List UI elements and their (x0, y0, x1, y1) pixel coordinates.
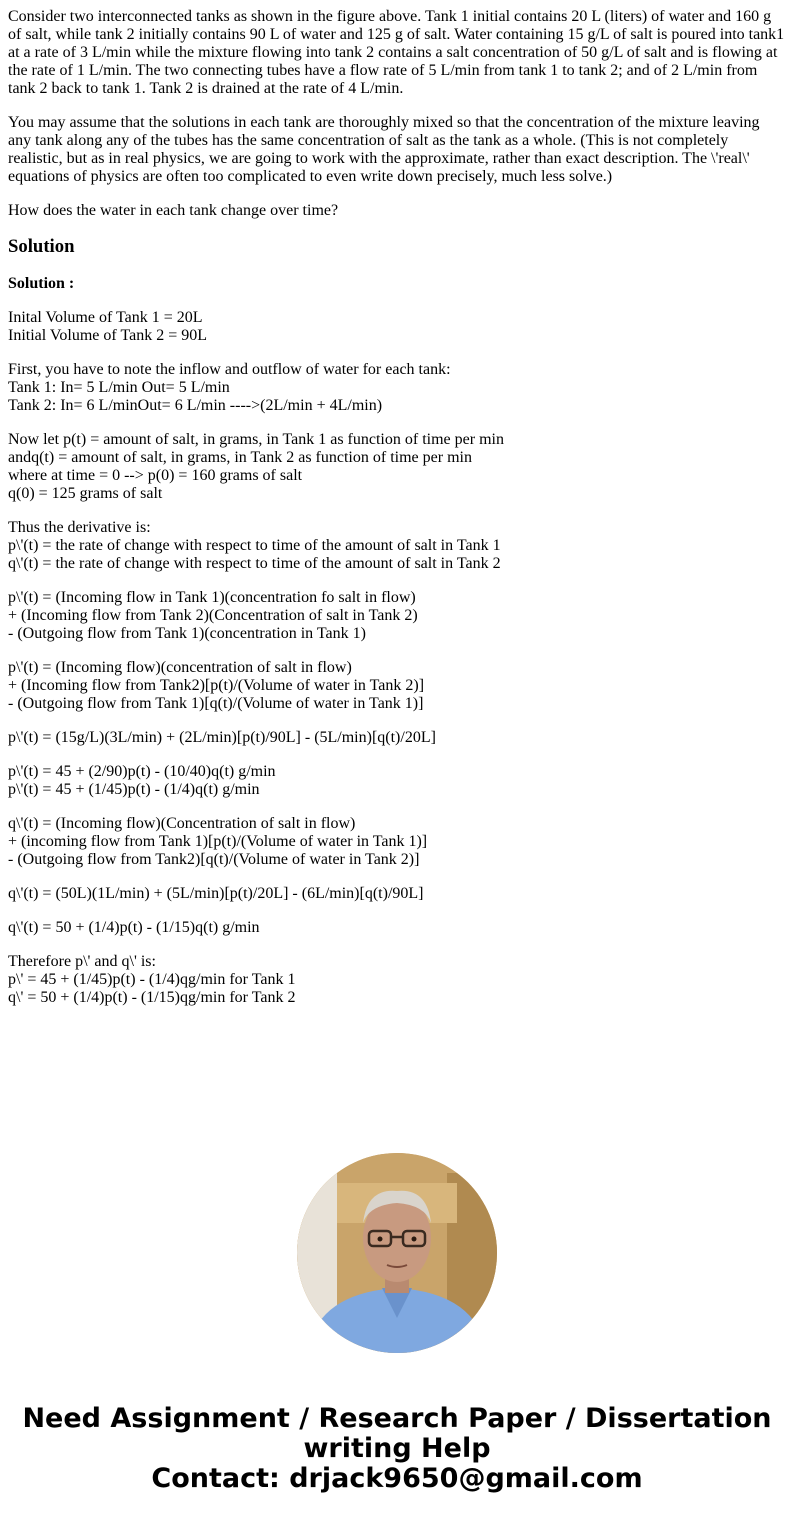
solution-line: - (Outgoing flow from Tank 1)[q(t)/(Volume of water in Tank 1)] (8, 695, 424, 712)
cta-line-2: writing Help (303, 1433, 491, 1464)
solution-line: p\'(t) = 45 + (1/45)p(t) - (1/4)q(t) g/min (8, 781, 260, 798)
solution-line: + (Incoming flow from Tank 2)(Concentration of salt in Tank 2) (8, 607, 418, 624)
solution-line: - (Outgoing flow from Tank 1)(concentration in Tank 1) (8, 625, 366, 642)
solution-step (8, 431, 786, 503)
cta-line-1: Need Assignment / Research Paper / Dissertation (22, 1403, 772, 1434)
solution-step (8, 763, 786, 799)
problem-question: How does the water in each tank change over time? (8, 202, 339, 219)
problem-paragraph-1: Consider two interconnected tanks as shown in the figure above. Tank 1 initial contains 20 L (liters) of water and 160 g of salt, while tank 2 initially contains 90 L of water and 125 g of salt. Water containing 15 g/L of salt is poured into tank1 at a rate of 3 L/min while the mixture flowing into tank 2 contains a salt concentration of 50 g/L of salt and is flowing at the rate of 1 L/min. The two connecting tubes have a flow rate of 5 L/min from tank 1 to tank 2; and of 2 L/min from tank 2 back to tank 1. Tank 2 is drained at the rate of 4 L/min. (8, 8, 785, 97)
cta-contact: Contact: drjack9650@gmail.com (151, 1463, 643, 1494)
solution-step (8, 309, 786, 345)
solution-line: p\' = 45 + (1/45)p(t) - (1/4)qg/min for Tank 1 (8, 971, 296, 988)
solution-line: p\'(t) = (15g/L)(3L/min) + (2L/min)[p(t)/90L] - (5L/min)[q(t)/20L] (8, 729, 436, 746)
solution-step (8, 519, 786, 573)
solution-line: + (incoming flow from Tank 1)[p(t)/(Volume of water in Tank 1)] (8, 833, 428, 850)
solution-steps (8, 309, 786, 1007)
solution-line: First, you have to note the inflow and outflow of water for each tank: (8, 361, 451, 378)
solution-line: - (Outgoing flow from Tank2)[q(t)/(Volume of water in Tank 2)] (8, 851, 420, 868)
solution-heading: Solution (8, 236, 75, 257)
solution-line: where at time = 0 --> p(0) = 160 grams of salt (8, 467, 303, 484)
solution-line: p\'(t) = (Incoming flow)(concentration of salt in flow) (8, 659, 352, 676)
solution-line: q\'(t) = the rate of change with respect to time of the amount of salt in Tank 2 (8, 555, 501, 572)
author-avatar (297, 1153, 497, 1353)
contact-banner (0, 1404, 794, 1494)
solution-line: p\'(t) = 45 + (2/90)p(t) - (10/40)q(t) g/min (8, 763, 276, 780)
solution-step (8, 361, 786, 415)
solution-line: andq(t) = amount of salt, in grams, in Tank 2 as function of time per min (8, 449, 472, 466)
problem-paragraph-2: You may assume that the solutions in each tank are thoroughly mixed so that the concentration of the mixture leaving any tank along any of the tubes has the same concentration of salt as the tank as a whole. (This is not completely realistic, but as in real physics, we are going to work with the approximate, rather than exact description. The \'real\' equations of physics are often too complicated to even write down precisely, much less solve.) (8, 114, 760, 185)
solution-line: q\'(t) = 50 + (1/4)p(t) - (1/15)q(t) g/min (8, 919, 260, 936)
solution-line: q\'(t) = (50L)(1L/min) + (5L/min)[p(t)/20L] - (6L/min)[q(t)/90L] (8, 885, 424, 902)
solution-line: p\'(t) = the rate of change with respect to time of the amount of salt in Tank 1 (8, 537, 501, 554)
solution-step (8, 953, 786, 1007)
solution-line: q(0) = 125 grams of salt (8, 485, 163, 502)
solution-label: Solution : (8, 275, 75, 292)
solution-line: Inital Volume of Tank 1 = 20L (8, 309, 203, 326)
solution-line: Initial Volume of Tank 2 = 90L (8, 327, 207, 344)
solution-line: q\'(t) = (Incoming flow)(Concentration of salt in flow) (8, 815, 356, 832)
solution-line: Thus the derivative is: (8, 519, 151, 536)
solution-step (8, 885, 786, 903)
solution-step (8, 589, 786, 643)
author-portrait-icon (297, 1153, 497, 1353)
solution-step (8, 815, 786, 869)
solution-line: Tank 1: In= 5 L/min Out= 5 L/min (8, 379, 230, 396)
solution-step (8, 659, 786, 713)
solution-line: p\'(t) = (Incoming flow in Tank 1)(concentration fo salt in flow) (8, 589, 416, 606)
solution-line: q\' = 50 + (1/4)p(t) - (1/15)qg/min for Tank 2 (8, 989, 296, 1006)
solution-step (8, 729, 786, 747)
article-body (8, 8, 786, 1023)
solution-step (8, 919, 786, 937)
solution-line: Tank 2: In= 6 L/minOut= 6 L/min ---->(2L/min + 4L/min) (8, 397, 383, 414)
solution-line: Therefore p\' and q\' is: (8, 953, 156, 970)
solution-line: Now let p(t) = amount of salt, in grams, in Tank 1 as function of time per min (8, 431, 504, 448)
solution-line: + (Incoming flow from Tank2)[p(t)/(Volume of water in Tank 2)] (8, 677, 425, 694)
